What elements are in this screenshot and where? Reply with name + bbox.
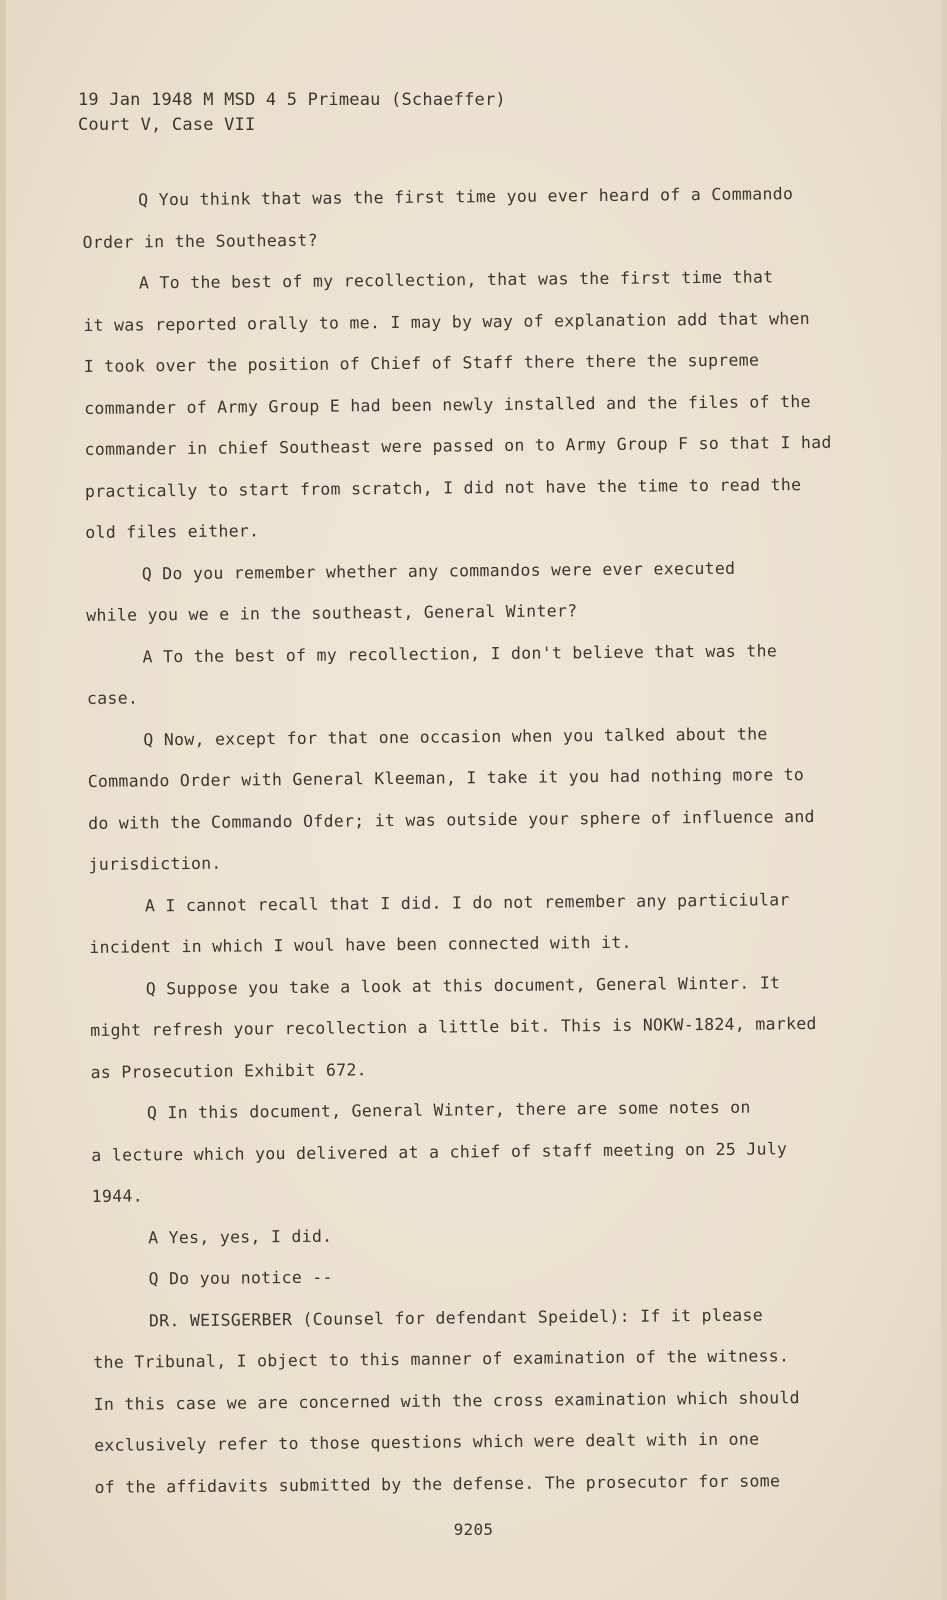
header-line-court-case: Court V, Case VII — [78, 115, 256, 135]
transcript-line: might refresh your recollection a little bit. This is NOKW-1824, marked — [90, 1013, 817, 1040]
transcript-paragraph — [91, 1086, 862, 1218]
transcript-line: In this case we are concerned with the cross examination which should — [93, 1387, 800, 1414]
transcript-paragraph — [92, 1210, 862, 1259]
transcript-paragraph — [82, 173, 853, 263]
transcript-line: A I cannot recall that I did. I do not remember any particiular — [144, 889, 790, 915]
transcript-line: do with the Commando Ofder; it was outside your sphere of influence and — [88, 806, 815, 833]
transcript-line: A To the best of my recollection, that was the first time that — [138, 267, 774, 293]
transcript-paragraph — [93, 1293, 865, 1508]
transcript-line: practically to start from scratch, I did not have the time to read the — [84, 474, 802, 501]
transcript-line: jurisdiction. — [88, 853, 222, 874]
transcript-paragraph — [86, 629, 857, 719]
transcript-paragraph — [87, 712, 859, 885]
transcript-line: Q Do you remember whether any commandos were ever executed — [141, 558, 736, 583]
transcript-line: while you we e in the southeast, General Winter? — [86, 601, 578, 625]
transcript-line: A Yes, yes, I did. — [148, 1226, 333, 1247]
transcript-line: old files either. — [85, 521, 260, 542]
transcript-body — [82, 173, 865, 1508]
transcript-line: I took over the position of Chief of Staff there there the supreme — [83, 350, 760, 376]
transcript-line: as Prosecution Exhibit 672. — [90, 1059, 367, 1082]
transcript-line: it was reported orally to me. I may by way of explanation add that when — [83, 308, 811, 335]
transcript-line: Order in the Southeast? — [82, 230, 319, 252]
transcript-line: Q Now, except for that one occasion when you talked about the — [143, 723, 768, 749]
transcript-paragraph — [86, 546, 857, 636]
transcript-line: case. — [86, 688, 139, 708]
transcript-line: commander in chief Southeast were passed on to Army Group F so that I had — [84, 432, 832, 459]
transcript-line: of the affidavits submitted by the defense. The prosecutor for some — [94, 1470, 781, 1497]
transcript-paragraph — [92, 1252, 862, 1301]
transcript-line: a lecture which you delivered at a chief of staff meeting on 25 July — [91, 1138, 788, 1165]
document-header — [78, 88, 506, 138]
transcript-line: Q Do you notice -- — [148, 1267, 333, 1289]
transcript-line: Q You think that was the first time you ever heard of a Commando — [138, 184, 794, 210]
transcript-line: incident in which I woul have been connected with it. — [89, 932, 632, 957]
transcript-paragraph — [90, 961, 861, 1093]
transcript-paragraph — [89, 878, 860, 968]
transcript-paragraph — [83, 256, 856, 554]
transcript-line: 1944. — [91, 1186, 144, 1206]
transcript-line: exclusively refer to those questions which were dealt with in one — [94, 1429, 760, 1455]
transcript-line: Commando Order with General Kleeman, I take it you had nothing more to — [87, 765, 805, 791]
transcript-line: DR. WEISGERBER (Counsel for defendant Speidel): If it please — [148, 1305, 764, 1330]
transcript-line: Q In this document, General Winter, there are some notes on — [146, 1097, 751, 1123]
page-number: 9205 — [453, 1520, 494, 1539]
transcript-line: A To the best of my recollection, I don't believe that was the — [142, 640, 778, 666]
transcript-line: commander of Army Group E had been newly installed and the files of the — [84, 391, 811, 418]
header-line-date-reference: 19 Jan 1948 M MSD 4 5 Primeau (Schaeffer) — [78, 90, 506, 110]
transcript-line: the Tribunal, I object to this manner of examination of the witness. — [93, 1346, 790, 1372]
transcript-line: Q Suppose you take a look at this document, General Winter. It — [145, 972, 781, 998]
